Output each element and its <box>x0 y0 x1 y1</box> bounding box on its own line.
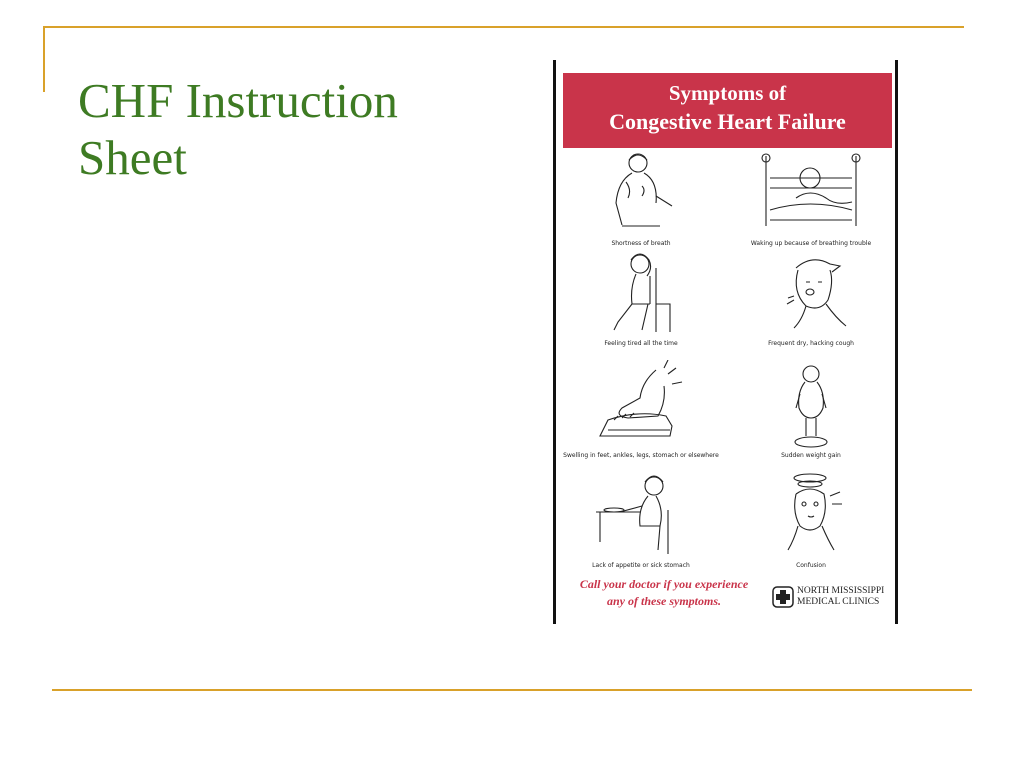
poster-heading-line-2: Congestive Heart Failure <box>609 109 846 134</box>
swollen-foot-icon <box>556 360 726 452</box>
symptom-caption: Swelling in feet, ankles, legs, stomach or elsewhere <box>563 452 719 459</box>
clinic-name <box>797 586 897 608</box>
symptom-dry-cough <box>726 248 896 366</box>
bottom-rule <box>52 689 972 691</box>
symptom-caption: Feeling tired all the time <box>604 340 678 347</box>
call-doctor-message <box>564 576 764 610</box>
poster-banner <box>563 73 892 148</box>
call-doctor-line-1: Call your doctor if you experience <box>579 577 749 591</box>
person-at-table-icon <box>556 470 726 562</box>
symptom-swelling <box>556 360 726 478</box>
clinic-name-line-1: NORTH MISSISSIPPI <box>797 586 885 596</box>
symptom-caption: Shortness of breath <box>611 240 671 247</box>
medical-cross-icon <box>772 586 794 608</box>
slide-title-line-1: CHF Instruction <box>78 73 398 128</box>
clinic-logo <box>772 584 892 610</box>
person-on-scale-icon <box>726 360 896 452</box>
slide-title <box>78 72 508 186</box>
symptoms-poster <box>553 60 898 624</box>
person-seated-tired-icon <box>556 248 726 340</box>
symptom-caption: Waking up because of breathing trouble <box>750 240 872 247</box>
symptom-caption: Frequent dry, hacking cough <box>768 340 854 347</box>
symptom-caption: Sudden weight gain <box>781 452 841 459</box>
confused-person-icon <box>726 470 896 562</box>
symptom-confusion <box>726 470 896 588</box>
person-coughing-icon <box>726 248 896 340</box>
symptom-caption: Confusion <box>796 562 826 569</box>
symptom-weight-gain <box>726 360 896 478</box>
left-rule <box>43 26 45 92</box>
slide-title-line-2: Sheet <box>78 130 187 185</box>
symptom-lack-of-appetite <box>556 470 726 588</box>
person-in-bed-icon <box>726 148 896 240</box>
symptom-caption: Lack of appetite or sick stomach <box>592 562 690 569</box>
top-rule <box>43 26 964 28</box>
clinic-name-line-2: MEDICAL CLINICS <box>797 597 880 607</box>
symptom-feeling-tired <box>556 248 726 366</box>
poster-heading-line-1: Symptoms of <box>668 81 787 105</box>
person-breathless-icon <box>556 148 726 240</box>
call-doctor-line-2: any of these symptoms. <box>607 594 721 608</box>
